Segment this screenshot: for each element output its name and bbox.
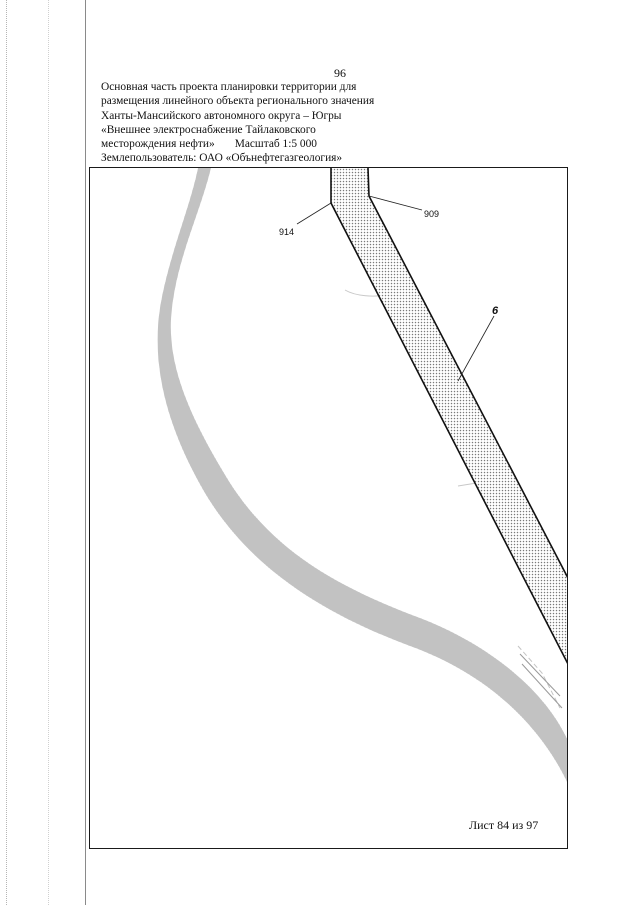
object-name: месторождения нефти» — [101, 138, 215, 151]
binding-margin-line — [85, 0, 86, 905]
header-line: размещения линейного объекта регионального значения — [101, 95, 375, 108]
header-line: Основная часть проекта планировки территории для — [101, 81, 357, 93]
point-label-914: 914 — [279, 227, 295, 237]
map-scale: Масштаб 1:5 000 — [234, 138, 318, 151]
leader-914 — [297, 203, 331, 224]
point-label-909: 909 — [424, 209, 440, 219]
sheet-number: Лист 84 из 97 — [469, 818, 539, 832]
scan-edge-line — [48, 0, 49, 905]
leader-909 — [369, 196, 422, 210]
corridor-6 — [331, 168, 568, 666]
map-drawing — [90, 168, 568, 849]
document-header — [101, 80, 421, 166]
scan-edge-line — [6, 0, 7, 905]
header-line: «Внешнее электроснабжение Тайлаковского — [101, 123, 316, 136]
header-line — [101, 137, 421, 151]
page-number: 96 — [334, 66, 346, 80]
map-frame — [89, 167, 568, 849]
corridor-label-6: 6 — [492, 305, 499, 317]
land-user: Землепользователь: ОАО «Обънефтегазгеология» — [101, 152, 343, 165]
header-line: Ханты-Мансийского автономного округа – Югры — [101, 109, 342, 122]
corridor-right-boundary — [368, 168, 568, 580]
leader-6 — [458, 316, 494, 381]
